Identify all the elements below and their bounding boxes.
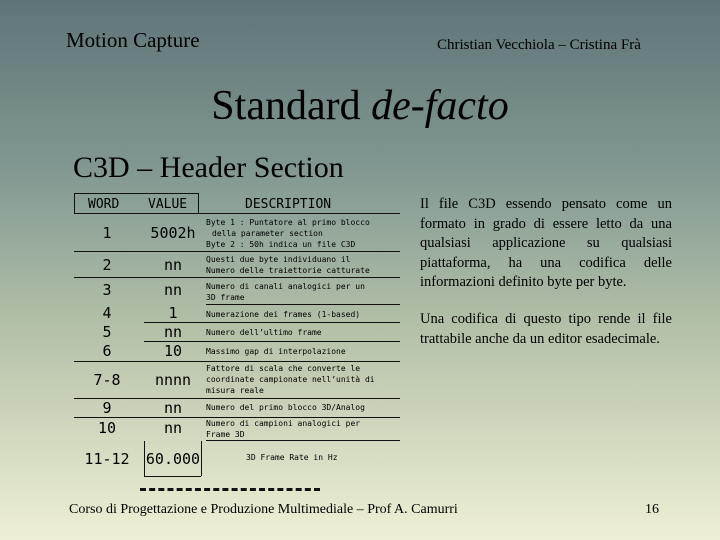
table-left-rule (74, 193, 75, 213)
row-4-description: Numerazione dei frames (1-based) (206, 310, 361, 319)
row-1-description: Byte 1 : Puntatore al primo blocco della parameter section Byte 2 : 50h indica un file C3D (206, 218, 370, 249)
row-8-value: nn (163, 399, 183, 417)
row-3-description: Numero di canali analogici per un 3D frame (206, 282, 365, 302)
column-header-word: WORD (88, 197, 120, 212)
row-2-value: nn (163, 256, 183, 274)
row-6-value: 10 (163, 342, 183, 360)
header-authors: Christian Vecchiola – Cristina Frà (437, 37, 641, 53)
row-4-value: 1 (168, 304, 178, 322)
description-paragraph-2: Una codifica di questo tipo rende il file trattabile anche da un editor esadecimale. (420, 311, 672, 347)
row-5-value: nn (163, 323, 183, 341)
header-section-table (74, 193, 400, 476)
row-8-description: Numero del primo blocco 3D/Analog (206, 403, 365, 412)
description-paragraph-1: Il file C3D essendo pensato come un formato in grado di essere letto da una qualsiasi applicazione su qualsiasi piattaforma, ha una codifica delle informazioni definito byte per byte. (420, 196, 672, 290)
row-3-value: nn (163, 281, 183, 299)
row-6-rule (74, 361, 400, 362)
row-10-word: 11-12 (84, 450, 130, 468)
row-4-word: 4 (102, 304, 112, 322)
column-header-value: VALUE (148, 197, 188, 212)
row-10-value-left-rule (144, 441, 145, 476)
table-header-rule (74, 213, 400, 214)
row-1-word: 1 (102, 224, 112, 242)
header-course-title: Motion Capture (66, 28, 200, 52)
row-3-rule (206, 304, 400, 305)
column-header-description: DESCRIPTION (245, 197, 332, 212)
row-9-value: nn (163, 419, 183, 437)
row-5-description: Numero dell’ultimo frame (206, 328, 322, 337)
row-3-word: 3 (102, 281, 112, 299)
table-top-rule (74, 193, 198, 194)
row-5-word: 5 (102, 323, 112, 341)
footer-dashed-divider (140, 488, 320, 491)
row-2-description: Questi due byte individuano il Numero delle traiettorie catturate (206, 255, 370, 275)
row-2-word: 2 (102, 256, 112, 274)
row-9-description: Numero di campioni analogici per Frame 3D (206, 419, 361, 439)
row-9-rule (206, 440, 400, 441)
slide-subtitle: C3D – Header Section (73, 151, 344, 184)
row-7-word: 7-8 (93, 371, 121, 389)
row-9-word: 10 (97, 419, 117, 437)
slide-title-main: Standard (211, 83, 372, 129)
footer-course: Corso di Progettazione e Produzione Multimediale – Prof A. Camurri (69, 502, 458, 517)
row-1-value: 5002h (150, 224, 196, 242)
row-7-value: nnnn (154, 371, 192, 389)
row-8-word: 9 (102, 399, 112, 417)
page-number: 16 (645, 502, 659, 517)
slide-title-italic: de-facto (371, 83, 509, 129)
row-10-value-right-rule (201, 441, 202, 476)
row-10-description: 3D Frame Rate in Hz (246, 453, 338, 462)
row-2-rule (74, 277, 400, 278)
row-6-description: Massimo gap di interpolazione (206, 347, 346, 356)
row-7-description: Fattore di scala che converte le coordinate campionate nell’unità di misura reale (206, 364, 375, 395)
row-6-word: 6 (102, 342, 112, 360)
slide-title (0, 82, 720, 130)
row-10-value: 60.000 (145, 450, 201, 468)
table-divider-rule (198, 193, 199, 213)
row-10-value-bottom-rule (144, 476, 201, 477)
row-1-rule (74, 251, 400, 252)
